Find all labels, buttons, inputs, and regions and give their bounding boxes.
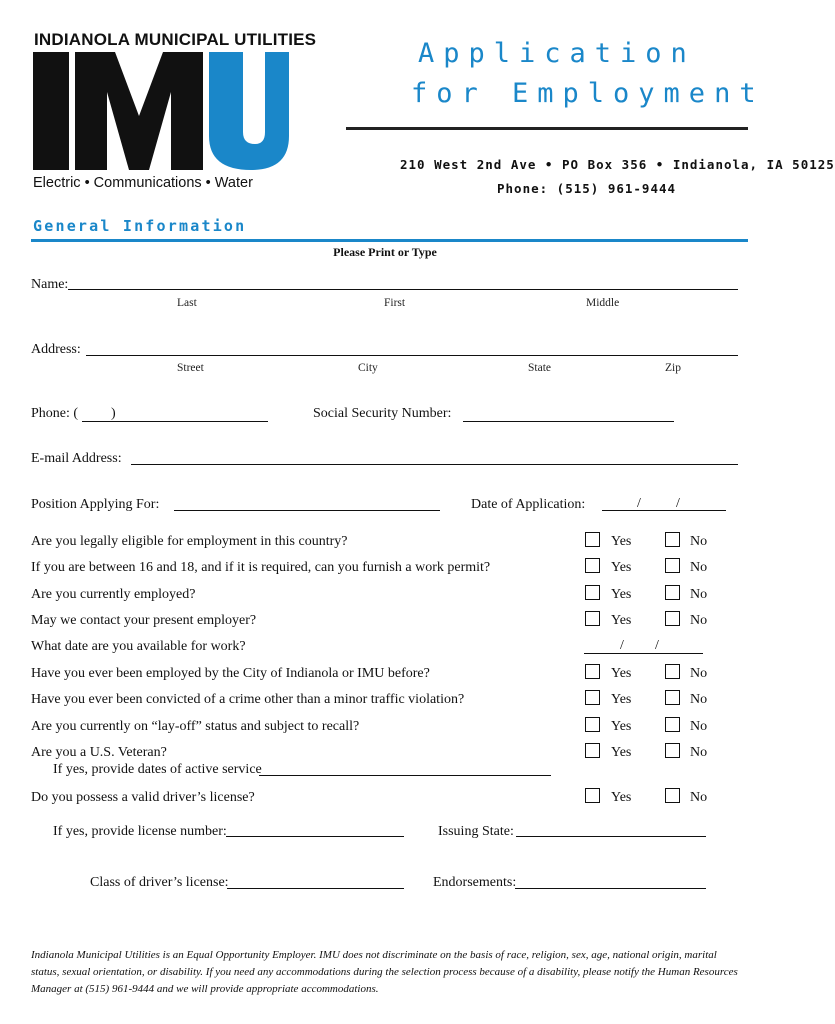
license-number-label: If yes, provide license number: [53, 824, 227, 839]
layoff-no-checkbox[interactable] [665, 717, 680, 732]
phone-input-line[interactable] [82, 421, 268, 422]
address-sub-zip: Zip [665, 362, 681, 374]
company-phone: Phone: (515) 961-9444 [497, 181, 677, 196]
eligible-no-checkbox[interactable] [665, 532, 680, 547]
veteran-no-label: No [690, 745, 708, 760]
date-sep-2: / [676, 496, 680, 511]
address-label: Address: [31, 342, 81, 357]
question-available-date: What date are you available for work? [31, 639, 246, 654]
email-input-line[interactable] [131, 464, 738, 465]
veteran-no-checkbox[interactable] [665, 743, 680, 758]
employed-no-checkbox[interactable] [665, 585, 680, 600]
license-class-input-line[interactable] [227, 888, 404, 889]
question-employed: Are you currently employed? [31, 587, 196, 602]
previously-employed-yes-label: Yes [611, 666, 632, 681]
work-permit-yes-checkbox[interactable] [585, 558, 600, 573]
company-tagline: Electric • Communications • Water [33, 175, 253, 191]
endorsements-label: Endorsements: [433, 875, 517, 890]
license-no-checkbox[interactable] [665, 788, 680, 803]
title-line-2: for Employment [411, 78, 765, 109]
contact-employer-yes-label: Yes [611, 613, 632, 628]
work-permit-yes-label: Yes [611, 560, 632, 575]
date-of-application-input-line[interactable] [602, 510, 726, 511]
question-previously-employed: Have you ever been employed by the City of Indianola or IMU before? [31, 666, 430, 681]
name-sub-middle: Middle [586, 297, 620, 309]
license-no-label: No [690, 790, 708, 805]
company-name: INDIANOLA MUNICIPAL UTILITIES [34, 30, 317, 49]
name-sub-last: Last [177, 297, 197, 309]
question-eligible: Are you legally eligible for employment in this country? [31, 534, 348, 549]
phone-paren-close: ) [111, 406, 116, 421]
position-label: Position Applying For: [31, 497, 160, 512]
name-input-line[interactable] [68, 289, 738, 290]
date-sep-1: / [637, 496, 641, 511]
layoff-no-label: No [690, 719, 708, 734]
title-divider [346, 127, 748, 130]
eligible-no-label: No [690, 534, 708, 549]
convicted-no-label: No [690, 692, 708, 707]
available-date-sep-1: / [620, 638, 624, 653]
position-input-line[interactable] [174, 510, 440, 511]
print-instruction: Please Print or Type [333, 245, 437, 259]
veteran-dates-label: If yes, provide dates of active service [53, 762, 262, 777]
email-label: E-mail Address: [31, 451, 122, 466]
phone-label: Phone: ( [31, 406, 79, 421]
ssn-input-line[interactable] [463, 421, 674, 422]
issuing-state-label: Issuing State: [438, 824, 514, 839]
work-permit-no-label: No [690, 560, 708, 575]
contact-employer-no-checkbox[interactable] [665, 611, 680, 626]
previously-employed-no-label: No [690, 666, 708, 681]
veteran-yes-label: Yes [611, 745, 632, 760]
employed-yes-label: Yes [611, 587, 632, 602]
veteran-dates-input-line[interactable] [259, 775, 551, 776]
ssn-label: Social Security Number: [313, 406, 452, 421]
date-of-application-label: Date of Application: [471, 497, 586, 512]
license-number-input-line[interactable] [226, 836, 404, 837]
question-work-permit: If you are between 16 and 18, and if it is required, can you furnish a work permit? [31, 560, 491, 575]
company-address: 210 West 2nd Ave • PO Box 356 • Indianola, IA 50125 [400, 157, 835, 172]
veteran-yes-checkbox[interactable] [585, 743, 600, 758]
previously-employed-yes-checkbox[interactable] [585, 664, 600, 679]
question-license: Do you possess a valid driver’s license? [31, 790, 255, 805]
employed-yes-checkbox[interactable] [585, 585, 600, 600]
issuing-state-input-line[interactable] [516, 836, 706, 837]
question-contact-employer: May we contact your present employer? [31, 613, 257, 628]
question-layoff: Are you currently on “lay-off” status and subject to recall? [31, 719, 360, 734]
layoff-yes-label: Yes [611, 719, 632, 734]
available-date-sep-2: / [655, 638, 659, 653]
license-class-label: Class of driver’s license: [90, 875, 229, 890]
convicted-yes-checkbox[interactable] [585, 690, 600, 705]
eligible-yes-checkbox[interactable] [585, 532, 600, 547]
available-date-input-line[interactable] [584, 653, 703, 654]
question-veteran: Are you a U.S. Veteran? [31, 745, 167, 760]
contact-employer-no-label: No [690, 613, 708, 628]
name-sub-first: First [384, 297, 406, 309]
logo-letter-u [209, 52, 289, 170]
address-sub-state: State [528, 362, 551, 374]
name-label: Name: [31, 277, 69, 292]
logo-letter-i [33, 52, 69, 170]
address-sub-street: Street [177, 362, 204, 374]
license-yes-checkbox[interactable] [585, 788, 600, 803]
address-sub-city: City [358, 362, 378, 374]
work-permit-no-checkbox[interactable] [665, 558, 680, 573]
title-line-1: Application [418, 38, 696, 69]
eligible-yes-label: Yes [611, 534, 632, 549]
convicted-no-checkbox[interactable] [665, 690, 680, 705]
layoff-yes-checkbox[interactable] [585, 717, 600, 732]
section-title: General Information [33, 217, 247, 235]
imu-logo [33, 52, 289, 170]
convicted-yes-label: Yes [611, 692, 632, 707]
address-input-line[interactable] [86, 355, 738, 356]
license-yes-label: Yes [611, 790, 632, 805]
contact-employer-yes-checkbox[interactable] [585, 611, 600, 626]
previously-employed-no-checkbox[interactable] [665, 664, 680, 679]
eeo-footer-text: Indianola Municipal Utilities is an Equal Opportunity Employer. IMU does not discriminate on the basis of race, religion, sex, age, national origin, marital status, sexual orientation, or disability. If you need any accommodations during the selection process because of a disability, please notify the Human Resources Manager at (515) 961-9444 and we will provide appropriate accommodations. [31, 949, 738, 995]
logo-letter-m [75, 52, 203, 170]
endorsements-input-line[interactable] [515, 888, 706, 889]
question-convicted: Have you ever been convicted of a crime other than a minor traffic violation? [31, 692, 465, 707]
employed-no-label: No [690, 587, 708, 602]
section-divider [31, 239, 748, 242]
